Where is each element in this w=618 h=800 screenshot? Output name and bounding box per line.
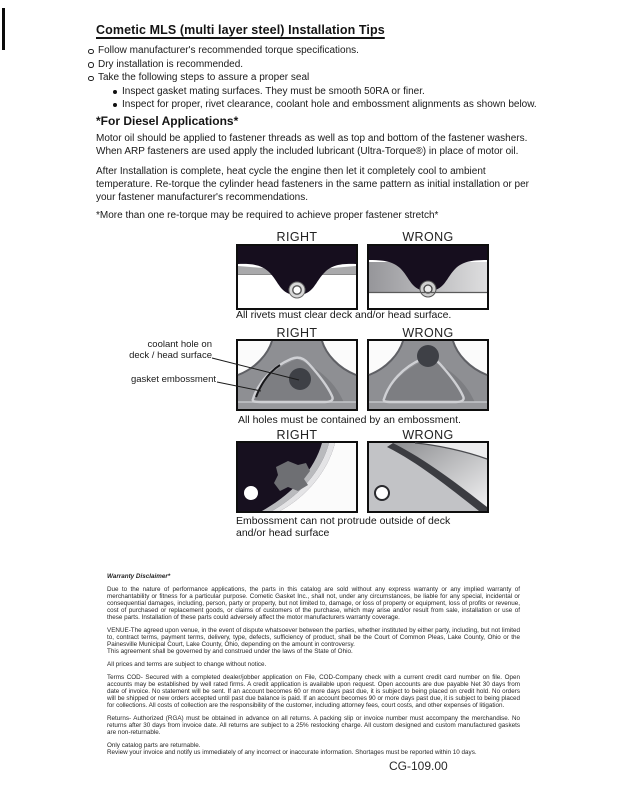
right-label: RIGHT [276, 230, 318, 244]
embossment-protrusion-wrong-diagram [367, 441, 489, 513]
embossment-region [274, 461, 310, 491]
disclaimer-heading: Warranty Disclaimer* [107, 573, 171, 580]
retorque-note: *More than one re-torque may be required to achieve proper fastener stretch* [96, 210, 439, 221]
tip-sub-item: Inspect for proper, rivet clearance, coolant hole and embossment alignments as shown below. [113, 98, 537, 112]
disclaimer-paragraph: VENUE-The agreed upon venue, in the event of dispute whatsoever between the parties, whether instituted by either party, including, but not limited to, contract terms, payment terms, delivery, type, defects, sufficiency of product, shall be the Court of Common Pleas, Lake County, Ohio or the Painesville Municipal Court, Lake County, Ohio, depending on the amount in controversy. [107, 627, 520, 648]
gasket-embossment-label: gasket embossment [130, 374, 216, 385]
page-code: CG-109.00 [389, 759, 448, 773]
disclaimer-paragraph: Returns- Authorized (RGA) must be obtained in advance on all returns. A packing slip or invoice number must accompany the merchandise. No returns after 30 days from invoice date. All returns are subject to a 25% restocking charge. All custom designed and custom manufactured gaskets are non-returnable. [107, 715, 520, 736]
diesel-paragraph-1: Motor oil should be applied to fastener threads as well as top and bottom of the fastener washers. When ARP fasteners are used apply the included lubricant (Ultra-Torque®) in place of motor oil. [96, 133, 528, 157]
scan-edge-artifact [2, 8, 5, 50]
right-label: RIGHT [276, 326, 318, 340]
diagram-caption: Embossment can not protrude outside of deck and/or head surface [236, 515, 451, 539]
warranty-disclaimer [107, 573, 520, 756]
bolt-hole-icon [244, 486, 258, 500]
tip-sub-item: Inspect gasket mating surfaces. They must be smooth 50RA or finer. [113, 85, 537, 99]
diesel-paragraph-2: After Installation is complete, heat cycle the engine then let it completely cool to ambient temperature. Re-torque the cylinder head fasteners in the same pattern as initial installation or per your fastener manufacturer's recommendations. [96, 166, 530, 203]
installation-tips-list [88, 44, 537, 112]
disclaimer-paragraph: Due to the nature of performance applications, the parts in this catalog are sold without any express warranty or any implied warranty of merchantability or fitness for a particular purpose. Cometic Gasket Inc., shall not, under any circumstances, be liable for any special, incidental or consequential damages, including, person, party or property, but not limited to, damage, or loss of property or equipment, loss of profits or revenue, cost of purchased or replacement goods, or claims of customers of the purchase, which may arise and/or result from sale, installation or use of these parts. Installation of these parts could adversely affect the motor manufacturers warranty coverage. [107, 586, 520, 621]
rivet-clearance-wrong-diagram [367, 244, 489, 310]
label-leader-lines [206, 342, 306, 400]
bolt-hole-icon [375, 486, 389, 500]
disclaimer-paragraph: Terms COD- Secured with a completed dealer/jobber application on File, COD-Company check with a current credit card number on file. Open accounts may be established by well rated firms. A credit application is available upon request. Open accounts are due payable Net 30 days from date of invoice. No statement will be sent. If an account becomes 60 or more days past due, it is subject to being placed on credit hold. No orders will be shipped or new orders accepted until past due balance is paid. If an account becomes 90 or more days past due, it is subject to being placed for collections. All costs of collection are the responsibility of the customer, including attorney fees, court costs, and other expenses of litigation. [107, 674, 520, 709]
coolant-hole-label: coolant hole on deck / head surface [129, 339, 212, 361]
disclaimer-paragraph: Review your invoice and notify us immediately of any incorrect or inaccurate information. Shortages must be reported within 10 days. [107, 749, 477, 756]
diagram-caption: All rivets must clear deck and/or head surface. [236, 309, 452, 321]
tip-item: Follow manufacturer's recommended torque specifications. [88, 44, 537, 58]
diagram-caption: All holes must be contained by an embossment. [238, 414, 461, 426]
embossment-protrusion-right-diagram [236, 441, 358, 513]
wrong-label: WRONG [402, 428, 454, 442]
wrong-label: WRONG [402, 326, 454, 340]
rivet-clearance-right-diagram [236, 244, 358, 310]
page-title: Cometic MLS (multi layer steel) Installation Tips [96, 23, 385, 37]
diesel-heading: *For Diesel Applications* [96, 114, 239, 128]
disclaimer-paragraph: All prices and terms are subject to change without notice. [107, 661, 267, 668]
disclaimer-paragraph: This agreement shall be governed by and construed under the laws of the State of Ohio. [107, 648, 353, 655]
right-label: RIGHT [276, 428, 318, 442]
coolant-hole-icon [417, 345, 439, 367]
tip-item: Take the following steps to assure a proper seal [88, 71, 537, 85]
tip-item: Dry installation is recommended. [88, 58, 537, 72]
disclaimer-paragraph: Only catalog parts are returnable. [107, 742, 201, 749]
hole-containment-wrong-diagram [367, 339, 489, 411]
wrong-label: WRONG [402, 230, 454, 244]
